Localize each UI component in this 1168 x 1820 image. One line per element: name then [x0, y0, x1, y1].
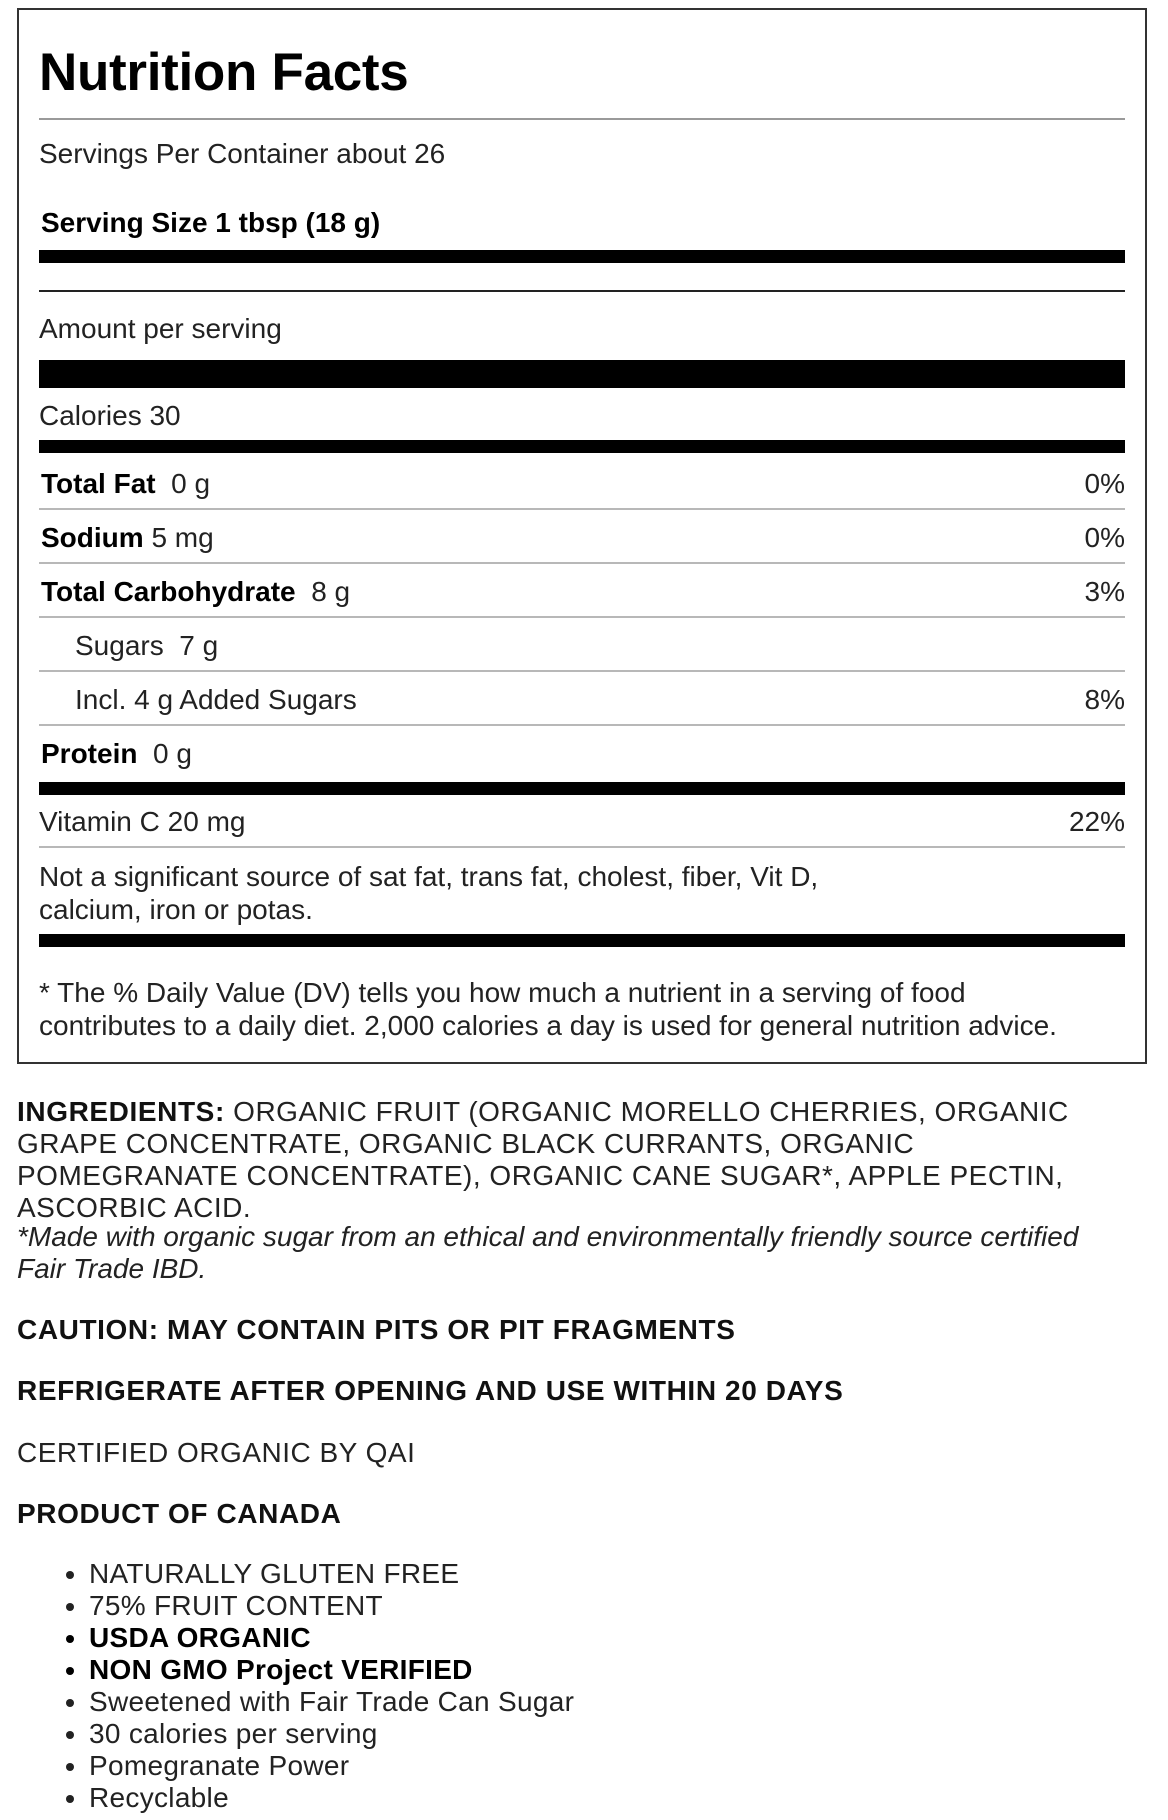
nutrient-row-total-fat — [39, 458, 1125, 510]
product-origin: PRODUCT OF CANADA — [17, 1498, 342, 1529]
list-item: • Pomegranate Power — [89, 1750, 574, 1782]
list-item: • 30 calories per serving — [89, 1718, 574, 1750]
nutrient-amount: 5 mg — [151, 522, 214, 553]
calories: Calories 30 — [39, 400, 181, 431]
nutrient-dv: 22% — [1068, 806, 1125, 837]
list-item: • NON GMO Project VERIFIED — [89, 1654, 574, 1686]
servings-per-container: Servings Per Container about 26 — [39, 138, 446, 169]
serving-size: Serving Size 1 tbsp (18 g) — [41, 207, 381, 238]
nutrient-amount: 7 g — [179, 630, 219, 661]
list-item: • Recyclable — [89, 1782, 574, 1814]
thick-divider — [39, 782, 1125, 795]
list-item: • USDA ORGANIC — [89, 1622, 574, 1654]
list-item: • Sweetened with Fair Trade Can Sugar — [89, 1686, 574, 1718]
ingredients-text: ORGANIC FRUIT (ORGANIC MORELLO CHERRIES, ORGANIC GRAPE CONCENTRATE, ORGANIC BLACK CURRANTS, ORGANIC POMEGRANATE CONCENTRATE), ORGANIC CANE SUGAR*, APPLE PECTIN, ASCORBIC ACID. — [17, 1096, 1069, 1223]
nutrition-facts-panel — [17, 8, 1147, 1064]
sugar-note: *Made with organic sugar from an ethical and environmentally friendly source certified Fair Trade IBD. — [17, 1221, 1079, 1284]
nutrition-title: Nutrition Facts — [39, 43, 409, 102]
divider — [39, 118, 1125, 120]
ingredients-label: INGREDIENTS: — [17, 1096, 225, 1127]
nutrient-label: Sodium — [41, 522, 144, 553]
nutrient-row-sugars — [39, 620, 1125, 672]
thick-divider — [39, 440, 1125, 453]
nutrient-label: Protein — [41, 738, 138, 769]
nutrient-dv: 0% — [1084, 468, 1125, 499]
thick-divider — [39, 360, 1125, 388]
dv-footnote: * The % Daily Value (DV) tells you how much a nutrient in a serving of food contributes to a daily diet. 2,000 calories a day is used for general nutrition advice. — [39, 977, 1057, 1041]
nutrient-dv: 8% — [1084, 684, 1125, 715]
amount-per-serving: Amount per serving — [39, 313, 282, 344]
nutrient-amount: 0 g — [171, 468, 211, 499]
list-item: • 75% FRUIT CONTENT — [89, 1590, 574, 1622]
feature-list — [17, 1558, 574, 1814]
nutrient-label: Total Fat — [41, 468, 156, 499]
not-significant-note: Not a significant source of sat fat, trans fat, cholest, fiber, Vit D, calcium, iron or potas. — [39, 861, 819, 925]
nutrient-label: Incl. 4 g Added Sugars — [75, 684, 357, 715]
nutrient-label: Sugars — [75, 630, 164, 661]
refrigerate: REFRIGERATE AFTER OPENING AND USE WITHIN 20 DAYS — [17, 1375, 844, 1406]
nutrient-dv: 0% — [1084, 522, 1125, 553]
nutrient-label: Total Carbohydrate — [41, 576, 296, 607]
list-item: • NATURALLY GLUTEN FREE — [89, 1558, 574, 1590]
thick-divider — [39, 250, 1125, 263]
nutrient-row-added-sugars — [39, 674, 1125, 726]
nutrient-amount: 8 g — [311, 576, 351, 607]
divider — [39, 290, 1125, 292]
caution: CAUTION: MAY CONTAIN PITS OR PIT FRAGMENTS — [17, 1314, 736, 1345]
nutrient-row-sodium — [39, 512, 1125, 564]
nutrient-dv: 3% — [1084, 576, 1125, 607]
nutrient-row-vitamin-c — [39, 796, 1125, 848]
thick-divider — [39, 934, 1125, 947]
nutrient-row-protein — [39, 728, 1125, 778]
nutrient-label: Vitamin C 20 mg — [39, 806, 246, 837]
certified-organic: CERTIFIED ORGANIC BY QAI — [17, 1437, 416, 1468]
nutrient-amount: 0 g — [153, 738, 192, 769]
nutrient-row-total-carbohydrate — [39, 566, 1125, 618]
ingredients — [17, 1096, 1137, 1224]
